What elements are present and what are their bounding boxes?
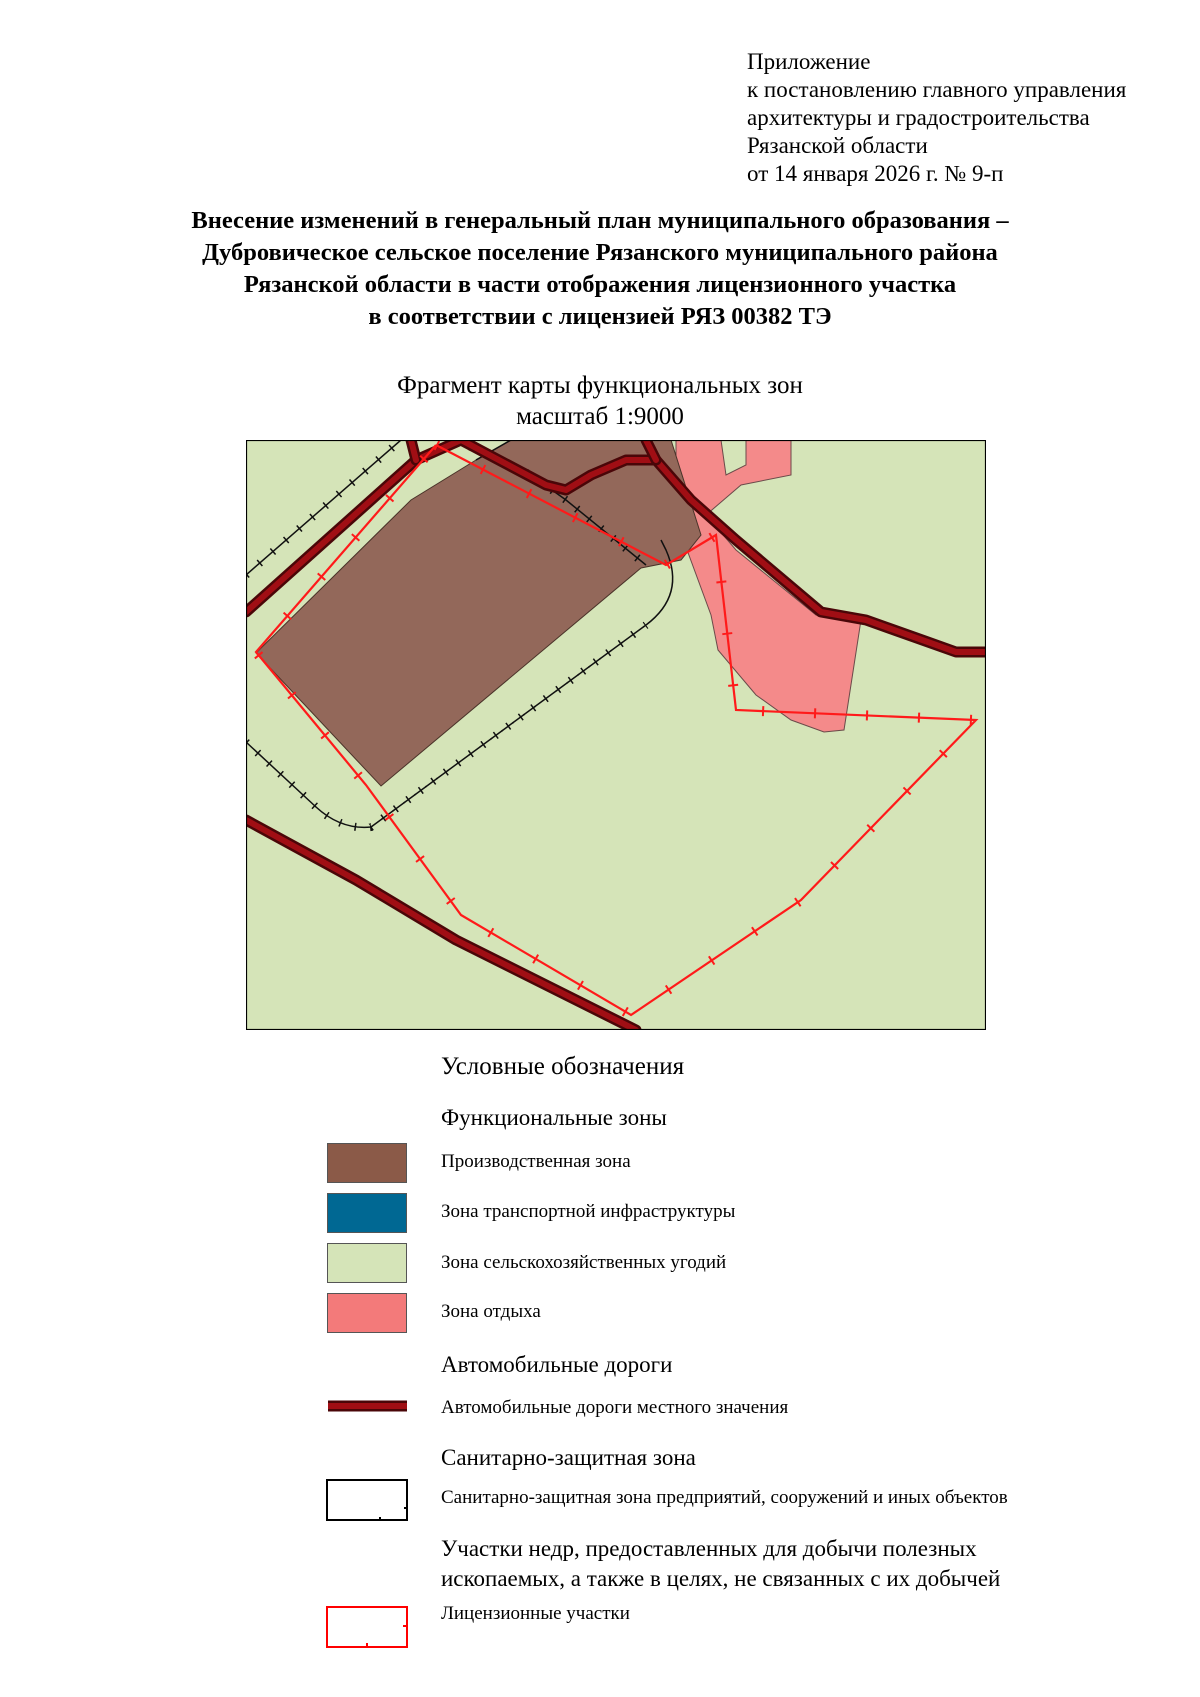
document-title — [0, 205, 1200, 333]
legend-label-sanitary-zone: Санитарно-защитная зона предприятий, сооружений и иных объектов — [441, 1487, 1008, 1508]
map-subtitle — [0, 370, 1200, 432]
swatch-agri-zone — [327, 1243, 407, 1283]
map-scale: масштаб 1:9000 — [516, 403, 684, 430]
legend-subsoil-heading-2: ископаемых, а также в целях, не связанных с их добычей — [441, 1566, 1001, 1591]
annex-line: от 14 января 2026 г. № 9-п — [747, 161, 1004, 186]
legend-label-recreation-zone: Зона отдыха — [441, 1301, 541, 1322]
legend-road-symbol — [320, 1396, 420, 1416]
swatch-transport-zone — [327, 1193, 407, 1233]
title-line: Внесение изменений в генеральный план муниципального образования – — [191, 207, 1009, 234]
legend-roads-heading: Автомобильные дороги — [441, 1352, 673, 1377]
legend-functional-zones-heading: Функциональные зоны — [441, 1105, 667, 1130]
legend-sanitary-symbol — [320, 1475, 420, 1525]
legend-label-production-zone: Производственная зона — [441, 1151, 631, 1172]
legend-subsoil-heading-1: Участки недр, предоставленных для добычи полезных — [441, 1536, 977, 1561]
legend-license-symbol — [320, 1602, 420, 1652]
swatch-production-zone — [327, 1143, 407, 1183]
functional-zones-map — [246, 440, 986, 1030]
title-line: в соответствии с лицензией РЯЗ 00382 ТЭ — [368, 303, 832, 330]
legend-label-local-roads: Автомобильные дороги местного значения — [441, 1397, 789, 1418]
title-line: Дубровическое сельское поселение Рязанского муниципального района — [202, 239, 998, 266]
swatch-recreation-zone — [327, 1293, 407, 1333]
annex-line: архитектуры и градостроительства — [747, 105, 1090, 130]
annex-line: Приложение — [747, 49, 871, 74]
legend-label-agri-zone: Зона сельскохозяйственных угодий — [441, 1252, 727, 1273]
legend-label-transport-zone: Зона транспортной инфраструктуры — [441, 1201, 736, 1222]
title-line: Рязанской области в части отображения лицензионного участка — [243, 271, 957, 298]
annex-block — [747, 48, 1126, 188]
legend-heading: Условные обозначения — [441, 1053, 685, 1080]
map-fragment-title: Фрагмент карты функциональных зон — [397, 372, 803, 399]
annex-line: к постановлению главного управления — [747, 77, 1127, 102]
annex-line: Рязанской области — [747, 133, 928, 158]
legend-label-license-areas: Лицензионные участки — [441, 1603, 630, 1624]
legend-sanitary-heading: Санитарно-защитная зона — [441, 1445, 696, 1470]
